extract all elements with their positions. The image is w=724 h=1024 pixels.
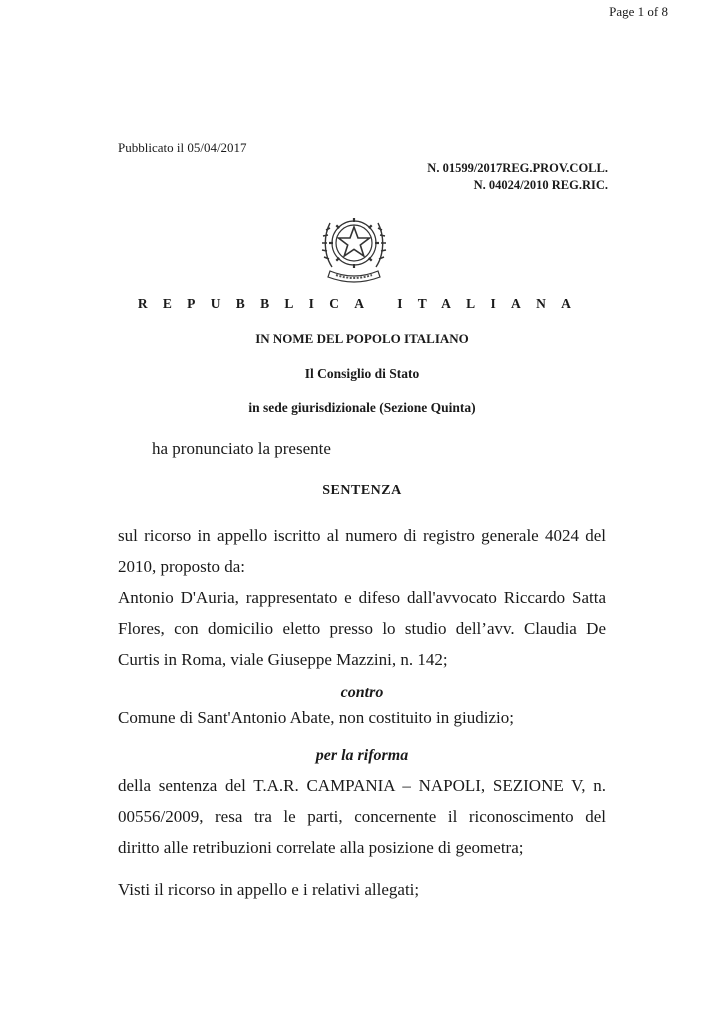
sentenza-title: SENTENZA — [322, 483, 402, 498]
in-nome-heading: IN NOME DEL POPOLO ITALIANO — [255, 331, 469, 346]
text-line: Antonio D'Auria, rappresentato e difeso dall'avvocato Riccardo Satta — [118, 588, 606, 607]
reference-numbers — [427, 160, 608, 194]
text-line: Flores, con domicilio eletto presso lo studio dell’avv. Claudia De — [118, 619, 606, 639]
contro-heading: contro — [340, 684, 384, 701]
publication-date: Pubblicato il 05/04/2017 — [118, 140, 247, 155]
republic-heading: REPUBBLICA ITALIANA — [137, 296, 587, 311]
italian-republic-emblem-icon — [318, 207, 390, 285]
intro-text: ha pronunciato la presente — [152, 439, 331, 458]
text-line: sul ricorso in appello iscritto al numero di registro generale 4024 del — [118, 526, 606, 545]
text-line: Curtis in Roma, viale Giuseppe Mazzini, n. 142; — [118, 650, 448, 670]
text-line: diritto alle retribuzioni correlate alla posizione di geometra; — [118, 838, 524, 858]
respondent-text: Comune di Sant'Antonio Abate, non costituito in giudizio; — [118, 708, 514, 727]
court-heading: Il Consiglio di Stato — [304, 366, 420, 381]
visti-text: Visti il ricorso in appello e i relativi allegati; — [118, 880, 420, 899]
section-heading: in sede giurisdizionale (Sezione Quinta) — [248, 400, 476, 415]
page-number: Page 1 of 8 — [609, 4, 668, 19]
reference-ricorso: N. 04024/2010 REG.RIC. — [473, 178, 608, 192]
reference-provvedimento: N. 01599/2017REG.PROV.COLL. — [427, 161, 608, 175]
text-line: 00556/2009, resa tra le parti, concernente il riconoscimento del — [118, 807, 606, 827]
per-la-riforma-heading: per la riforma — [315, 747, 409, 764]
text-line: 2010, proposto da: — [118, 557, 246, 577]
paragraph-sentenza-appellata — [118, 770, 606, 864]
text-line: della sentenza del T.A.R. CAMPANIA – NAPOLI, SEZIONE V, n. — [118, 776, 606, 795]
paragraph-ricorso — [118, 520, 606, 582]
paragraph-appellant — [118, 582, 606, 676]
